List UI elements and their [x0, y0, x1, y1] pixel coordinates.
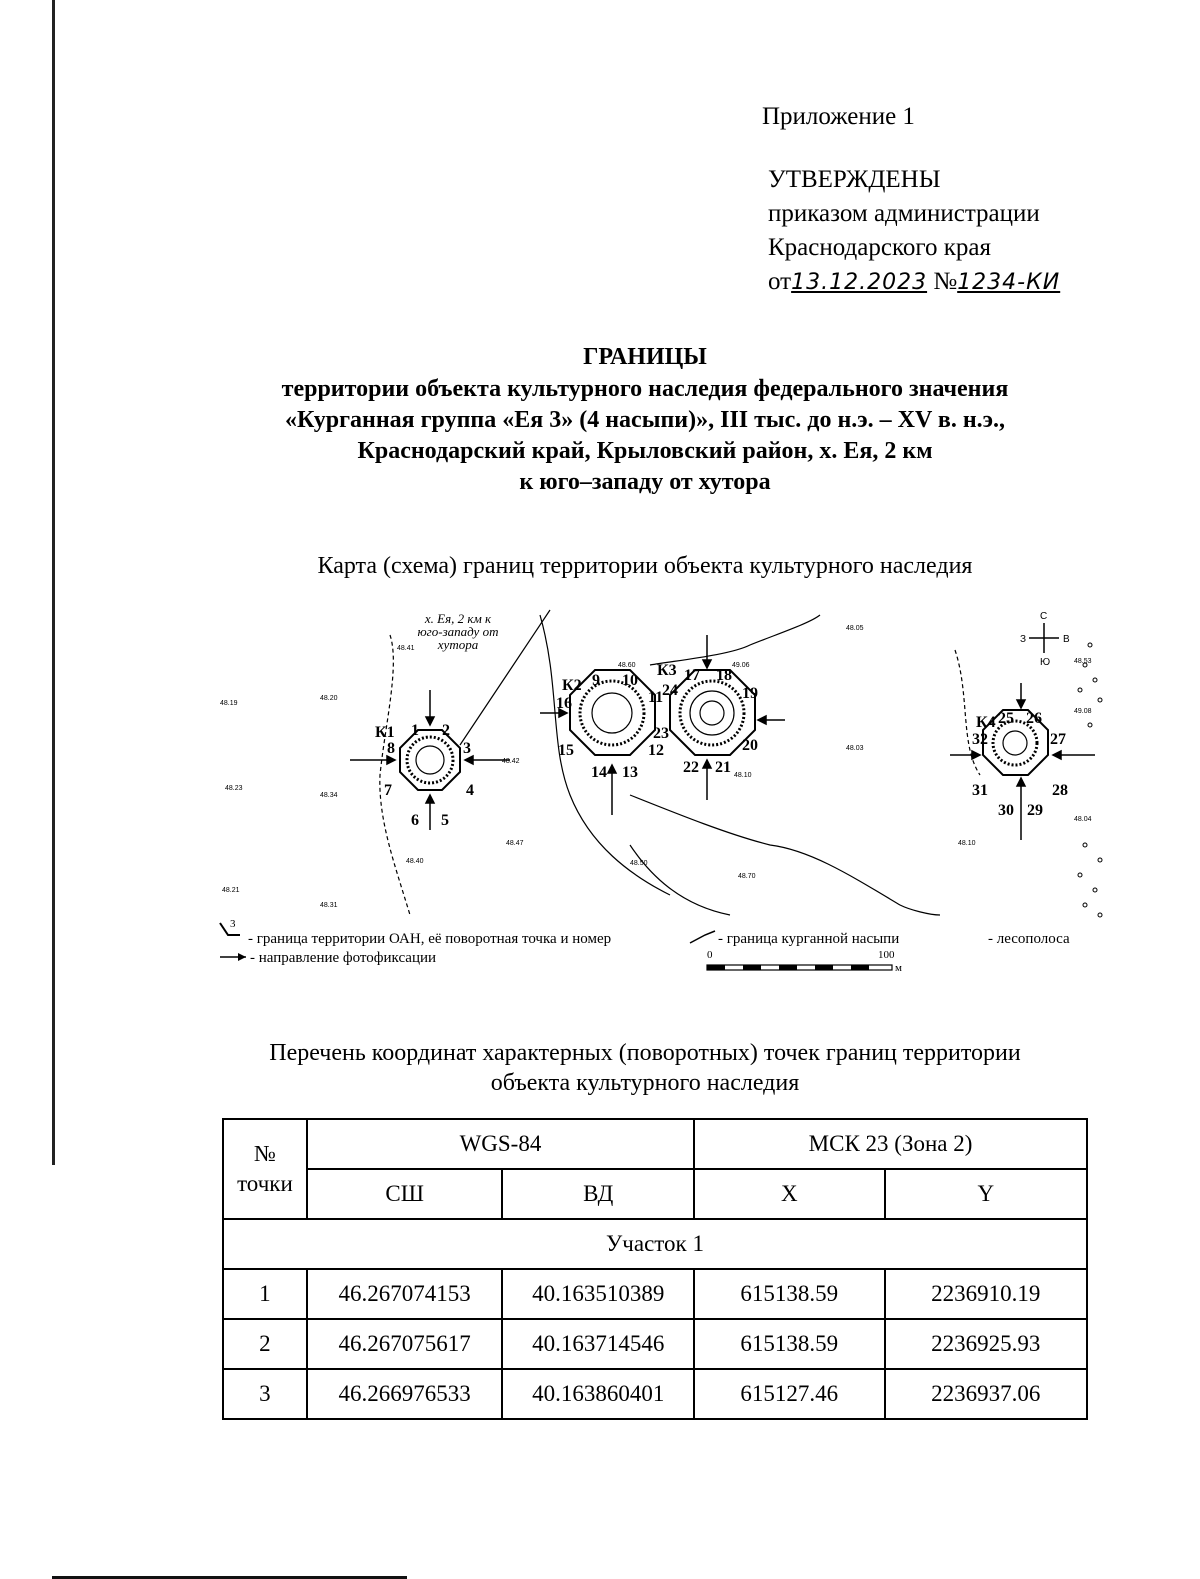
spot-height: 48.19	[220, 700, 238, 707]
svg-text:3: 3	[463, 740, 471, 757]
spot-height: 48.50	[630, 860, 648, 867]
spot-height: 48.53	[1074, 658, 1092, 665]
cell-number: 3	[223, 1369, 307, 1419]
cell-x: 615138.59	[694, 1319, 884, 1369]
scale-unit: м	[895, 962, 902, 974]
coordinates-table	[222, 1118, 1088, 1420]
svg-text:16: 16	[556, 695, 572, 712]
cell-number: 2	[223, 1319, 307, 1369]
cell-y: 2236910.19	[885, 1269, 1087, 1319]
col-y: Y	[885, 1169, 1087, 1219]
legend-sample-number: 3	[230, 918, 236, 930]
scale-end: 100	[878, 949, 895, 961]
svg-text:12: 12	[648, 742, 664, 759]
svg-text:23: 23	[653, 725, 669, 742]
svg-text:24: 24	[662, 682, 678, 699]
svg-text:15: 15	[558, 742, 574, 759]
svg-text:19: 19	[742, 685, 758, 702]
list-title-line: объекта культурного наследия	[490, 1070, 800, 1096]
title-line: «Курганная группа «Ея 3» (4 насыпи)», III тыс. до н.э. – XV в. н.э.,	[284, 407, 1006, 433]
svg-text:5: 5	[441, 812, 449, 829]
coordinates-list-title	[0, 1038, 1200, 1098]
approval-date-line	[768, 265, 1060, 300]
compass	[1020, 611, 1070, 668]
callout-line: хутора	[437, 637, 479, 652]
approval-date: 13.12.2023	[791, 270, 928, 295]
table-row	[223, 1319, 1087, 1369]
compass-west: З	[1020, 634, 1027, 645]
svg-text:7: 7	[384, 782, 392, 799]
group-wgs84: WGS-84	[307, 1119, 694, 1169]
approved-line: УТВЕРЖДЕНЫ	[768, 166, 941, 193]
legend-boundary: - граница территории ОАН, её поворотная точка и номер	[248, 931, 612, 947]
cell-lon: 40.163860401	[502, 1369, 694, 1419]
svg-text:20: 20	[742, 737, 758, 754]
cell-y: 2236937.06	[885, 1369, 1087, 1419]
spot-height: 48.47	[506, 840, 524, 847]
spot-height: 48.03	[846, 745, 864, 752]
svg-text:4: 4	[466, 782, 474, 799]
document-heading: ГРАНИЦЫ	[583, 344, 707, 370]
spot-height: 48.04	[1074, 816, 1092, 823]
svg-text:31: 31	[972, 782, 988, 799]
spot-height: 48.40	[406, 858, 424, 865]
spot-height: 48.20	[320, 695, 338, 702]
forest-belt	[1078, 643, 1102, 917]
cell-y: 2236925.93	[885, 1319, 1087, 1369]
svg-text:13: 13	[622, 764, 638, 781]
table-row	[223, 1269, 1087, 1319]
svg-text:14: 14	[591, 764, 607, 781]
map-caption: Карта (схема) границ территории объекта культурного наследия	[317, 553, 973, 579]
title-line: территории объекта культурного наследия федерального значения	[281, 376, 1009, 402]
title-line: Краснодарский край, Крыловский район, х. Ея, 2 км	[357, 438, 933, 464]
spot-height: 48.42	[502, 758, 520, 765]
svg-text:18: 18	[716, 667, 732, 684]
svg-text:2: 2	[442, 722, 450, 739]
svg-text:30: 30	[998, 802, 1014, 819]
spot-height: 48.34	[320, 792, 338, 799]
compass-south: Ю	[1040, 657, 1051, 668]
svg-text:10: 10	[622, 672, 638, 689]
date-prefix: от	[768, 268, 792, 295]
svg-text:28: 28	[1052, 782, 1068, 799]
spot-height: 48.10	[734, 772, 752, 779]
legend-forest: - лесополоса	[988, 931, 1070, 947]
approved-line: приказом администрации	[768, 200, 1040, 227]
approved-line: Краснодарского края	[768, 234, 991, 261]
col-lon: ВД	[502, 1169, 694, 1219]
svg-text:22: 22	[683, 759, 699, 776]
svg-text:32: 32	[972, 731, 988, 748]
svg-text:1: 1	[411, 722, 419, 739]
title-line: к юго–западу от хутора	[519, 469, 771, 495]
cell-number: 1	[223, 1269, 307, 1319]
list-title-line: Перечень координат характерных (поворотных) точек границ территории	[269, 1040, 1021, 1066]
scale-start: 0	[707, 949, 713, 961]
legend-mound: - граница курганной насыпи	[718, 931, 900, 947]
spot-height: 48.60	[618, 662, 636, 669]
compass-east: В	[1063, 634, 1070, 645]
appendix-label: Приложение 1	[762, 103, 915, 130]
legend-photo: - направление фотофиксации	[250, 950, 437, 966]
header-text: точки	[237, 1171, 293, 1196]
mound-label-k3: К3	[657, 662, 677, 679]
svg-text:29: 29	[1027, 802, 1043, 819]
col-point-number	[223, 1119, 307, 1219]
header-text: №	[253, 1141, 276, 1166]
spot-height: 49.06	[732, 662, 750, 669]
left-margin-line	[52, 0, 55, 1165]
svg-text:25: 25	[998, 710, 1014, 727]
spot-height: 48.21	[222, 887, 240, 894]
spot-height: 48.10	[958, 840, 976, 847]
spot-height: 48.70	[738, 873, 756, 880]
cell-x: 615138.59	[694, 1269, 884, 1319]
mound-label-k4: К4	[976, 714, 996, 731]
cell-lat: 46.267074153	[307, 1269, 503, 1319]
cell-x: 615127.46	[694, 1369, 884, 1419]
svg-text:27: 27	[1050, 731, 1066, 748]
spot-height: 49.08	[1074, 708, 1092, 715]
callout-line: юго-западу от	[417, 624, 499, 639]
approval-block	[768, 163, 1060, 300]
table-row	[223, 1369, 1087, 1419]
callout-line: х. Ея, 2 км к	[424, 611, 492, 626]
svg-text:6: 6	[411, 812, 419, 829]
section-row: Участок 1	[223, 1219, 1087, 1269]
svg-text:21: 21	[715, 759, 731, 776]
approval-number: 1234-КИ	[957, 270, 1061, 295]
col-lat: СШ	[307, 1169, 503, 1219]
svg-text:11: 11	[648, 689, 664, 706]
cell-lat: 46.266976533	[307, 1369, 503, 1419]
boundary-map	[210, 605, 1130, 975]
mound-label-k2: К2	[562, 677, 582, 694]
spot-height: 48.41	[397, 645, 415, 652]
svg-text:9: 9	[592, 672, 600, 689]
svg-text:26: 26	[1026, 710, 1042, 727]
svg-text:17: 17	[684, 667, 700, 684]
cell-lat: 46.267075617	[307, 1319, 503, 1369]
spot-height: 48.05	[846, 625, 864, 632]
svg-text:8: 8	[387, 740, 395, 757]
compass-north: С	[1040, 611, 1048, 622]
cell-lon: 40.163714546	[502, 1319, 694, 1369]
spot-height: 48.31	[320, 902, 338, 909]
cell-lon: 40.163510389	[502, 1269, 694, 1319]
col-x: X	[694, 1169, 884, 1219]
group-msk23: МСК 23 (Зона 2)	[694, 1119, 1087, 1169]
number-prefix: №	[933, 268, 958, 295]
spot-height: 48.23	[225, 785, 243, 792]
mound-label-k1: К1	[375, 724, 395, 741]
